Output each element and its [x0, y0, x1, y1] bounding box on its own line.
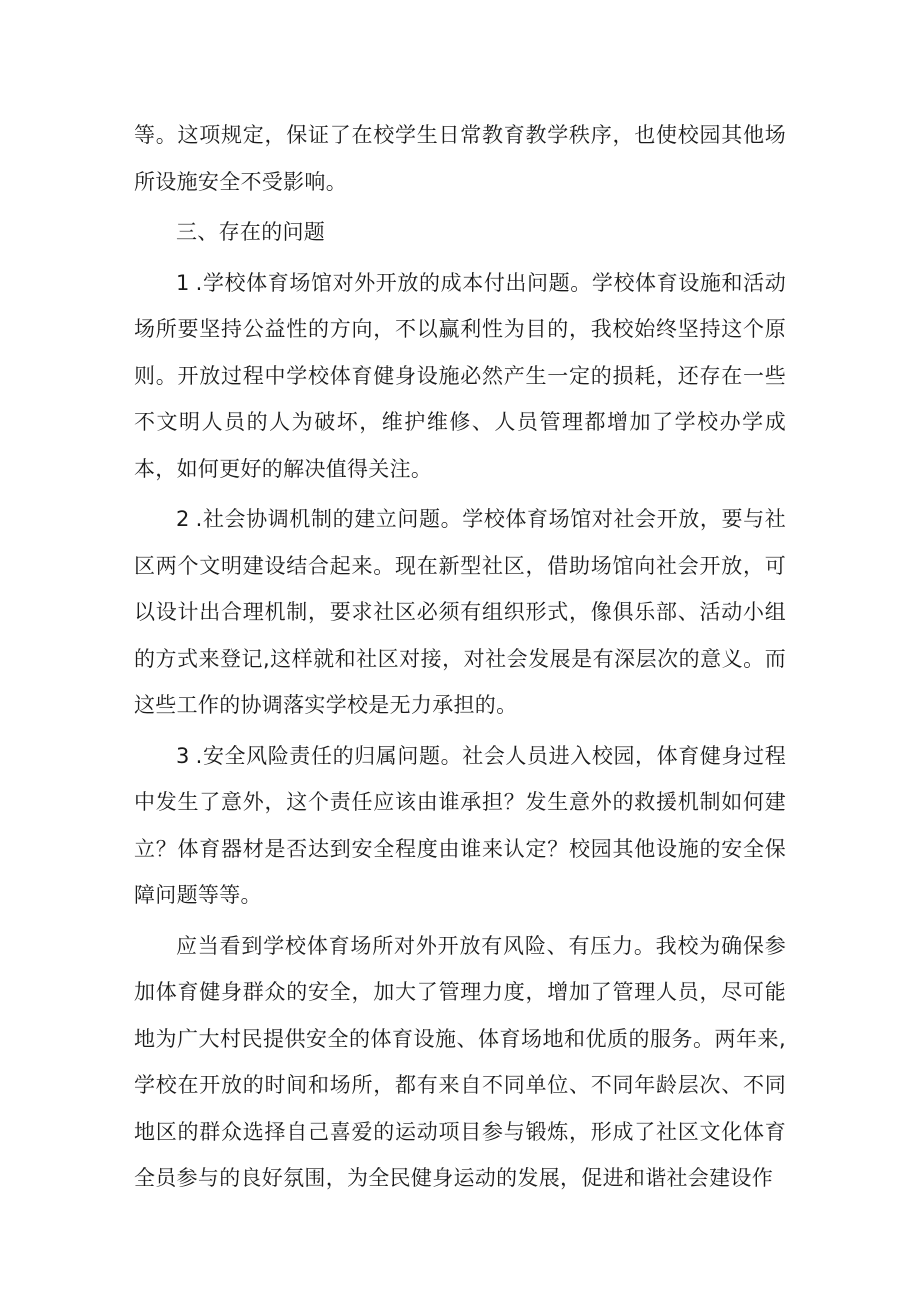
- problem-text: .学校体育场馆对外开放的成本付出问题。学校体育设施和活动场所要坚持公益性的方向，不以赢利性为目的，我校始终坚持这个原则。开放过程中学校体育健身设施必然产生一定的损耗，还存在一些不文明人员的人为破坏，维护维修、人员管理都增加了学校办学成本，如何更好的解决值得关注。: [134, 270, 786, 481]
- problem-text: .社会协调机制的建立问题。学校体育场馆对社会开放，要与社区两个文明建设结合起来。现在新型社区，借助场馆向社会开放，可以设计出合理机制，要求社区必须有组织形式，像俱乐部、活动小组的方式来登记,这样就和社区对接，对社会发展是有深层次的意义。而这些工作的协调落实学校是无力承担的。: [134, 507, 786, 717]
- paragraph-summary: 应当看到学校体育场所对外开放有风险、有压力。我校为确保参加体育健身群众的安全，加大了管理力度，增加了管理人员，尽可能地为广大村民提供安全的体育设施、体育场地和优质的服务。两年来,学校在开放的时间和场所，都有来自不同单位、不同年龄层次、不同地区的群众选择自己喜爱的运动项目参与锻炼，形成了社区文化体育全员参与的良好氛围，为全民健身运动的发展，促进和谐社会建设作: [134, 933, 786, 1190]
- problem-text: .安全风险责任的归属问题。社会人员进入校园，体育健身过程中发生了意外，这个责任应该由谁承担？发生意外的救援机制如何建立？体育器材是否达到安全程度由谁来认定？校园其他设施的安全保障问题等等。: [134, 743, 786, 907]
- document-body: [134, 112, 786, 1202]
- problem-number: 3: [176, 743, 190, 768]
- paragraph-problem-2: [134, 496, 786, 729]
- paragraph-continuation: 等。这项规定，保证了在校学生日常教育教学秩序，也使校园其他场所设施安全不受影响。: [134, 123, 786, 194]
- problem-number: 1: [176, 270, 190, 295]
- paragraph-problem-3: [134, 733, 786, 919]
- section-heading: 三、存在的问题: [176, 220, 326, 244]
- problem-number: 2: [176, 507, 190, 531]
- paragraph-problem-1: [134, 260, 786, 493]
